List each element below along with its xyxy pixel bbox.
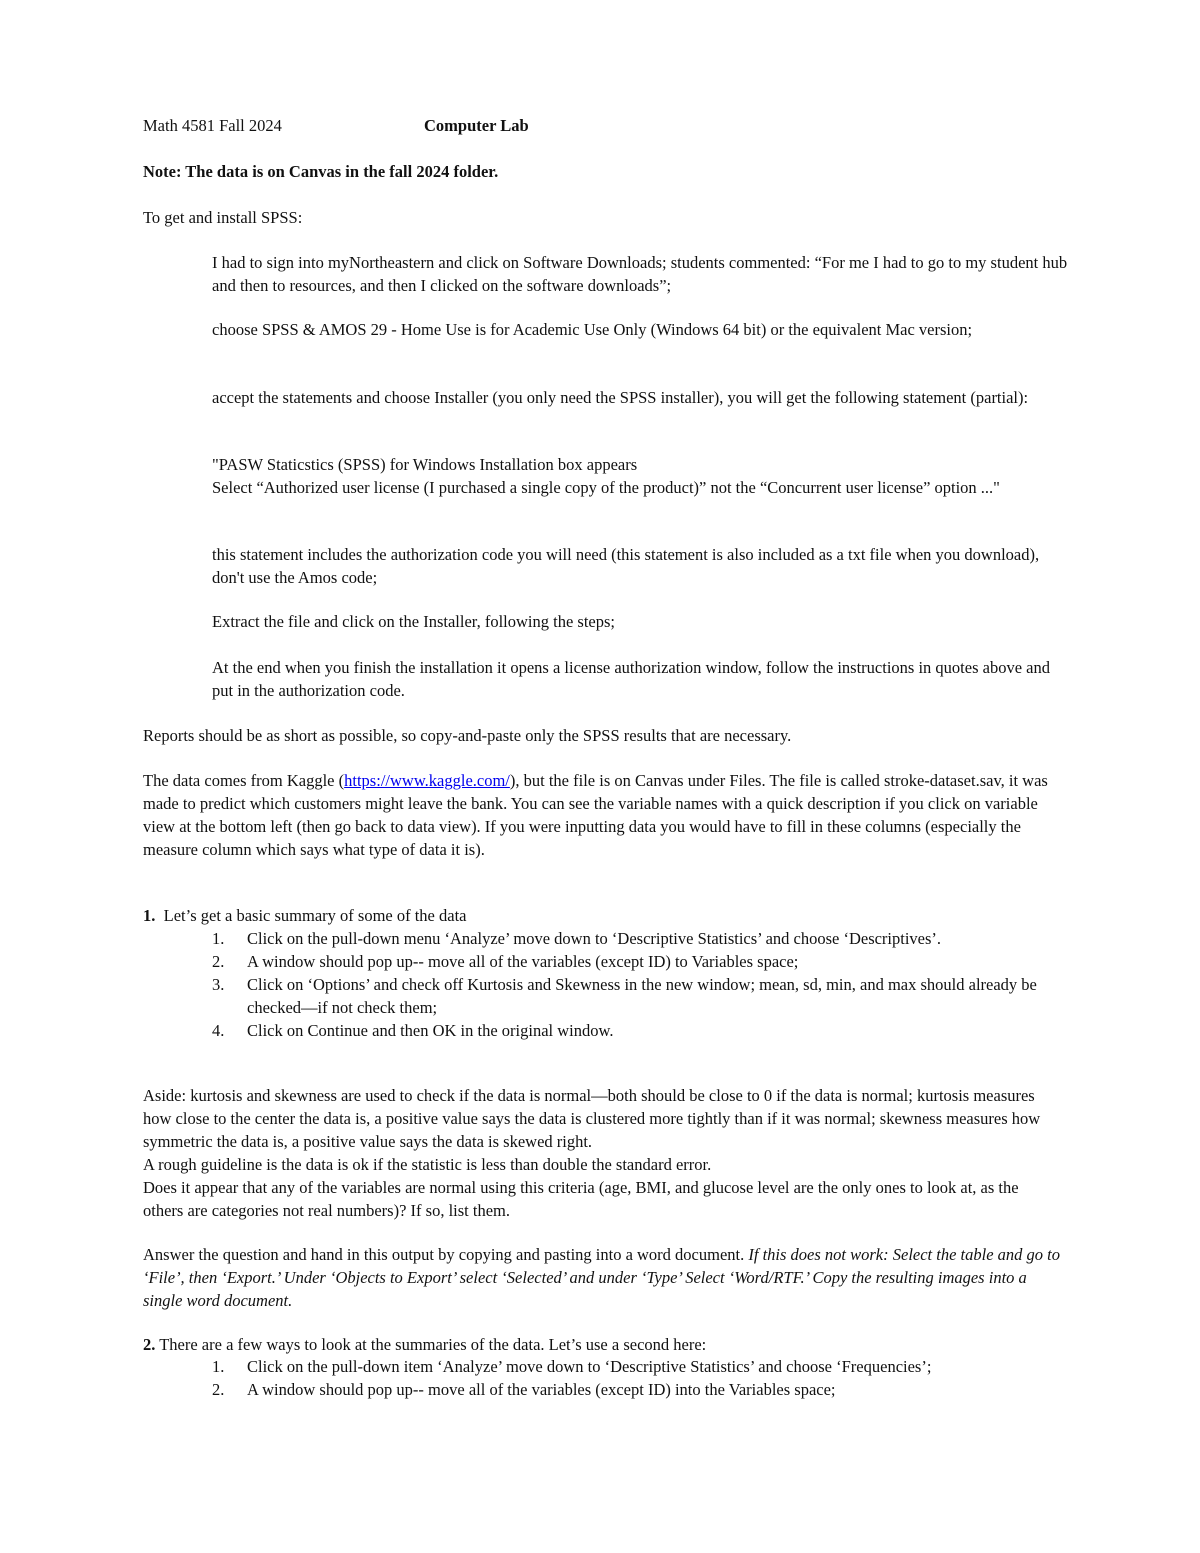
section-2-title: There are a few ways to look at the summaries of the data. Let’s use a second here: (159, 1335, 707, 1354)
aside-question: Does it appear that any of the variables are normal using this criteria (age, BMI, and glucose level are the only ones to look at, as the others are categories not real numbers)? If so, list them. (143, 1178, 1019, 1220)
list-item-number: 1. (212, 1357, 225, 1376)
section-1-title: Let’s get a basic summary of some of the data (163, 906, 467, 925)
data-source-paragraph (143, 769, 1063, 861)
install-step-extract: Extract the file and click on the Installer, following the steps; (212, 612, 616, 631)
list-item (212, 927, 1057, 950)
kaggle-link[interactable]: https://www.kaggle.com/ (344, 771, 510, 790)
list-item-number: 4. (212, 1021, 225, 1040)
section-1-steps (212, 927, 1057, 1042)
data-text-before-link: The data comes from Kaggle ( (143, 771, 345, 790)
section-2-steps (212, 1355, 1057, 1401)
quote-line-2: Select “Authorized user license (I purchased a single copy of the product)” not the “Concurrent user license” option ..." (212, 478, 1000, 497)
list-item-text: Click on the pull-down menu ‘Analyze’ move down to ‘Descriptive Statistics’ and choose ‘Descriptives’. (247, 929, 942, 948)
answer-instruction (143, 1243, 1063, 1312)
install-step-accept: accept the statements and choose Installer (you only need the SPSS installer), you will get the following statement (partial): (212, 388, 1029, 407)
list-item-number: 3. (212, 975, 225, 994)
document-title: Computer Lab (424, 116, 529, 135)
list-item-text: Click on Continue and then OK in the original window. (247, 1021, 614, 1040)
install-step-authorization: this statement includes the authorization code you will need (this statement is also included as a txt file when you download), don't use the Amos code; (212, 545, 1040, 587)
section-2-number: 2. (143, 1335, 156, 1354)
answer-plain-text: Answer the question and hand in this output by copying and pasting into a word document. (143, 1245, 749, 1264)
list-item-number: 1. (212, 929, 225, 948)
install-step-sign-in: I had to sign into myNortheastern and click on Software Downloads; students commented: “For me I had to go to my student hub and then to resources, and then I clicked on the software downloads”; (212, 253, 1068, 295)
list-item (212, 1355, 1057, 1378)
data-text-after-link: ), but the file is on Canvas under Files. The file is called stroke-dataset.sav, it was made to predict which customers might leave the bank. You can see the variable names with a quick description if you click on variable view at the bottom left (then go back to data view). If you were inputting data you would have to fill in these columns (especially the measure column which says what type of data it is). (143, 771, 1048, 859)
list-item (212, 1378, 1057, 1401)
section-1-heading (143, 904, 467, 927)
list-item-number: 2. (212, 1380, 225, 1399)
aside-definition: Aside: kurtosis and skewness are used to check if the data is normal—both should be close to 0 if the data is normal; kurtosis measures how close to the center the data is, a positive value says the data is clustered more tightly than if it was normal; skewness measures how symmetric the data is, a positive value says the data is skewed right. (143, 1086, 1041, 1151)
list-item (212, 973, 1057, 1019)
reports-instruction: Reports should be as short as possible, so copy-and-paste only the SPSS results that are necessary. (143, 726, 792, 745)
install-step-license-window: At the end when you finish the installation it opens a license authorization window, follow the instructions in quotes above and put in the authorization code. (212, 658, 1050, 700)
aside-guideline: A rough guideline is the data is ok if the statistic is less than double the standard error. (143, 1155, 712, 1174)
course-label: Math 4581 Fall 2024 (143, 116, 282, 135)
list-item (212, 950, 1057, 973)
list-item-text: A window should pop up-- move all of the variables (except ID) to Variables space; (247, 952, 799, 971)
document-header (143, 114, 529, 137)
answer-export-fallback: If this does not work: Select the table and go to ‘File’, then ‘Export.’ Under ‘Objects to Export’ select ‘Selected’ and under ‘Type’ Select ‘Word/RTF.’ Copy the resulting images into a single word document. (143, 1245, 1060, 1310)
aside-paragraph (143, 1084, 1063, 1222)
list-item-text: A window should pop up-- move all of the variables (except ID) into the Variables space; (247, 1380, 836, 1399)
section-1-number: 1. (143, 906, 156, 925)
install-step-choose-spss: choose SPSS & AMOS 29 - Home Use is for Academic Use Only (Windows 64 bit) or the equivalent Mac version; (212, 320, 973, 339)
section-2-heading (143, 1333, 1063, 1356)
list-item-text: Click on the pull-down item ‘Analyze’ move down to ‘Descriptive Statistics’ and choose ‘Frequencies’; (247, 1357, 932, 1376)
list-item-text: Click on ‘Options’ and check off Kurtosis and Skewness in the new window; mean, sd, min, and max should already be checked—if not check them; (247, 975, 1037, 1017)
quote-line-1: "PASW Staticstics (SPSS) for Windows Installation box appears (212, 455, 638, 474)
list-item (212, 1019, 1057, 1042)
data-location-note: Note: The data is on Canvas in the fall 2024 folder. (143, 162, 499, 181)
list-item-number: 2. (212, 952, 225, 971)
install-quote (212, 453, 1072, 499)
install-intro: To get and install SPSS: (143, 208, 303, 227)
